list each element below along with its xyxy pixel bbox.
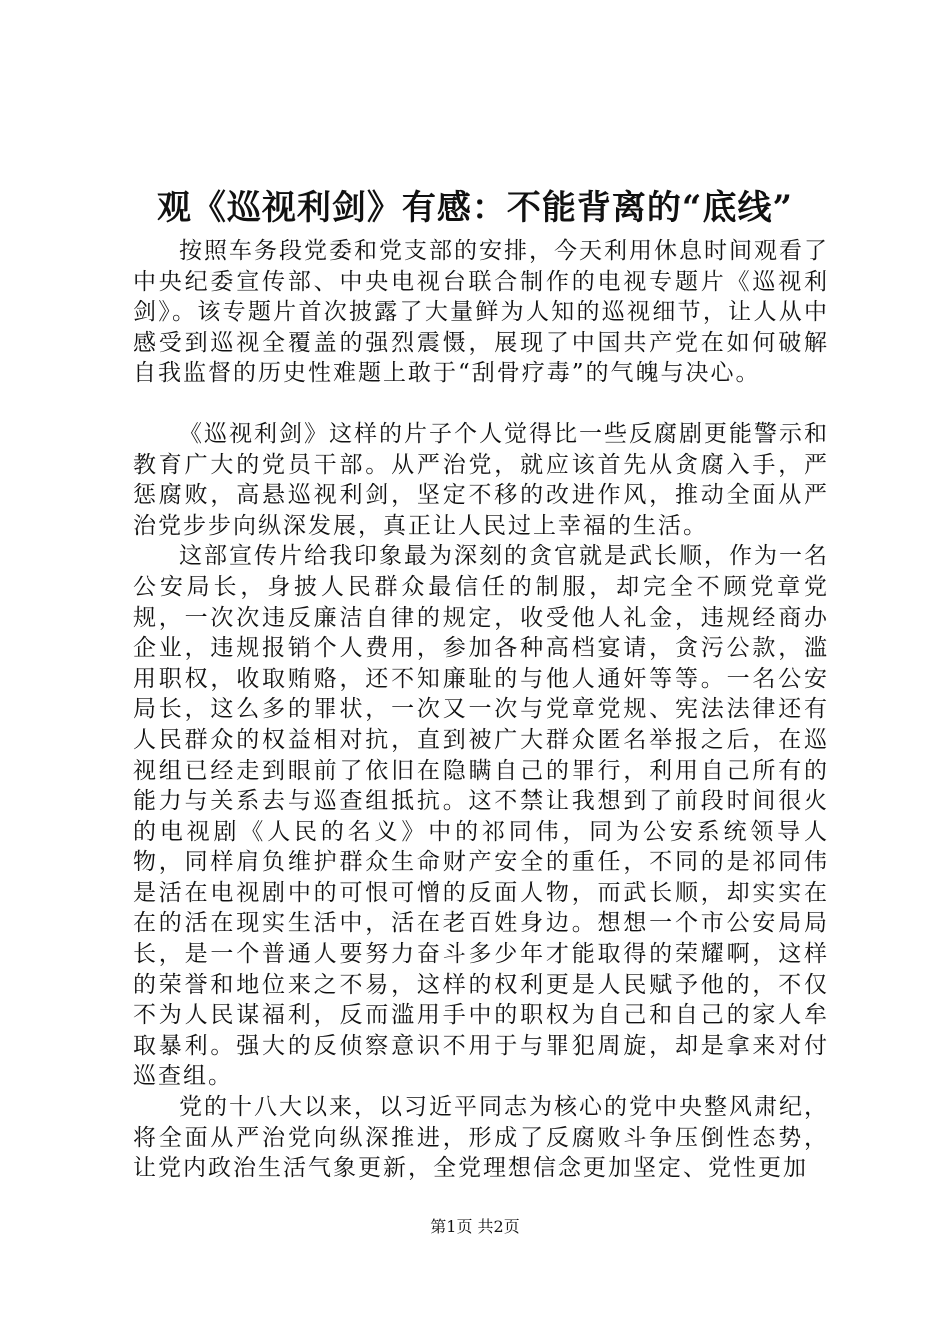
paragraph-1: 按照车务段党委和党支部的安排，今天利用休息时间观看了中央纪委宣传部、中央电视台联合制作的电视专题片《巡视利剑》。该专题片首次披露了大量鲜为人知的巡视细节，让人从中感受到巡视全覆盖的强烈震慑，展现了中国共产党在如何破解自我监督的历史性难题上敢于“刮骨疗毒”的气魄与决心。 (133, 238, 829, 387)
document-title: 观《巡视利剑》有感：不能背离的“底线” (156, 188, 794, 228)
paragraph-2: 《巡视利剑》这样的片子个人觉得比一些反腐剧更能警示和教育广大的党员干部。从严治党，就应该首先从贪腐入手，严惩腐败，高悬巡视利剑，坚定不移的改进作风，推动全面从严治党步步向纵深发展，真正让人民过上幸福的生活。 (133, 420, 829, 539)
paragraph-3: 这部宣传片给我印象最为深刻的贪官就是武长顺，作为一名公安局长，身披人民群众最信任的制服，却完全不顾党章党规，一次次违反廉洁自律的规定，收受他人礼金，违规经商办企业，违规报销个人费用，参加各种高档宴请，贪污公款，滥用职权，收取贿赂，还不知廉耻的与他人通奸等等。一名公安局长，这么多的罪状，一次又一次与党章党规、宪法法律还有人民群众的权益相对抗，直到被广大群众匿名举报之后，在巡视组已经走到眼前了依旧在隐瞒自己的罪行，利用自己所有的能力与关系去与巡查组抵抗。这不禁让我想到了前段时间很火的电视剧《人民的名义》中的祁同伟，同为公安系统领导人物，同样肩负维护群众生命财产安全的重任，不同的是祁同伟是活在电视剧中的可恨可憎的反面人物，而武长顺，却实实在在的活在现实生活中，活在老百姓身边。想想一个市公安局局长，是一个普通人要努力奋斗多少年才能取得的荣耀啊，这样的荣誉和地位来之不易，这样的权利更是人民赋予他的，不仅不为人民谋福利，反而滥用手中的职权为自己和自己的家人牟取暴利。强大的反侦察意识不用于与罪犯周旋，却是拿来对付巡查组。 (133, 543, 829, 1090)
document-body (133, 236, 829, 1184)
paragraph-4: 党的十八大以来，以习近平同志为核心的党中央整风肃纪，将全面从严治党向纵深推进，形成了反腐败斗争压倒性态势，让党内政治生活气象更新，全党理想信念更加坚定、党性更加 (133, 1094, 829, 1182)
page-footer: 第1页 共2页 (430, 1217, 520, 1236)
